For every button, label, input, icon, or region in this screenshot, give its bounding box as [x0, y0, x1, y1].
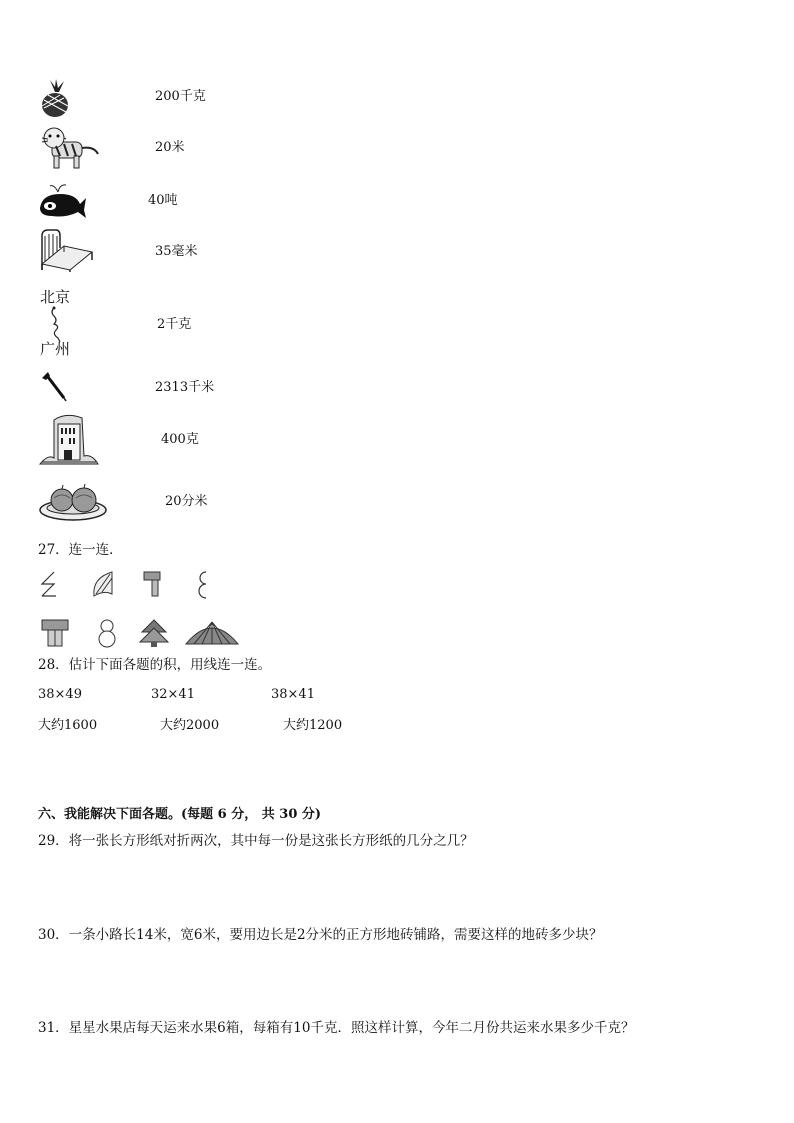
value-item: 40吨 [148, 193, 178, 208]
building-icon [38, 410, 100, 466]
value-item: 20米 [155, 140, 185, 155]
q30-text: 30．一条小路长14米，宽6米，要用边长是2分米的正方形地砖铺路，需要这样的地砖多少块？ [38, 927, 603, 943]
nail-icon [38, 368, 70, 402]
umbrella-icon [184, 620, 240, 646]
half-zigzag-icon [38, 570, 60, 600]
estimate-item: 大约1600 [38, 718, 98, 733]
tree-icon [138, 618, 170, 648]
tiger-icon [38, 124, 102, 172]
route-from-label: 北京 [40, 288, 71, 306]
house-icon [40, 618, 70, 648]
q27-prompt: 27．连一连． [38, 542, 123, 558]
half-snowman-icon [194, 570, 210, 600]
section-heading: 六、我能解决下面各题。(每题 6 分， 共 30 分) [38, 807, 322, 822]
value-item: 200千克 [155, 89, 206, 104]
value-item: 400克 [161, 432, 199, 447]
expression-item: 38×49 [38, 687, 82, 702]
bed-icon [38, 228, 94, 272]
whale-icon [36, 182, 88, 220]
value-item: 20分米 [165, 494, 208, 509]
q31-text: 31．星星水果店每天运来水果6箱，每箱有10千克．照这样计算，今年二月份共运来水果多少千克？ [38, 1020, 635, 1036]
expression-item: 38×41 [271, 687, 315, 702]
map-route-icon [40, 288, 84, 358]
estimate-item: 大约1200 [283, 718, 343, 733]
value-item: 2千克 [157, 317, 192, 332]
value-item: 2313千米 [155, 380, 215, 395]
pineapple-icon [38, 78, 72, 118]
estimate-item: 大约2000 [160, 718, 220, 733]
snowman-icon [96, 618, 118, 648]
expression-item: 32×41 [151, 687, 195, 702]
half-house-icon [142, 570, 162, 598]
half-umbrella-icon [88, 570, 116, 598]
apples-plate-icon [38, 482, 108, 522]
q28-prompt: 28．估计下面各题的积，用线连一连。 [38, 657, 272, 673]
q29-text: 29．将一张长方形纸对折两次，其中每一份是这张长方形纸的几分之几？ [38, 833, 474, 849]
value-item: 35毫米 [155, 244, 198, 259]
route-to-label: 广州 [40, 340, 71, 358]
